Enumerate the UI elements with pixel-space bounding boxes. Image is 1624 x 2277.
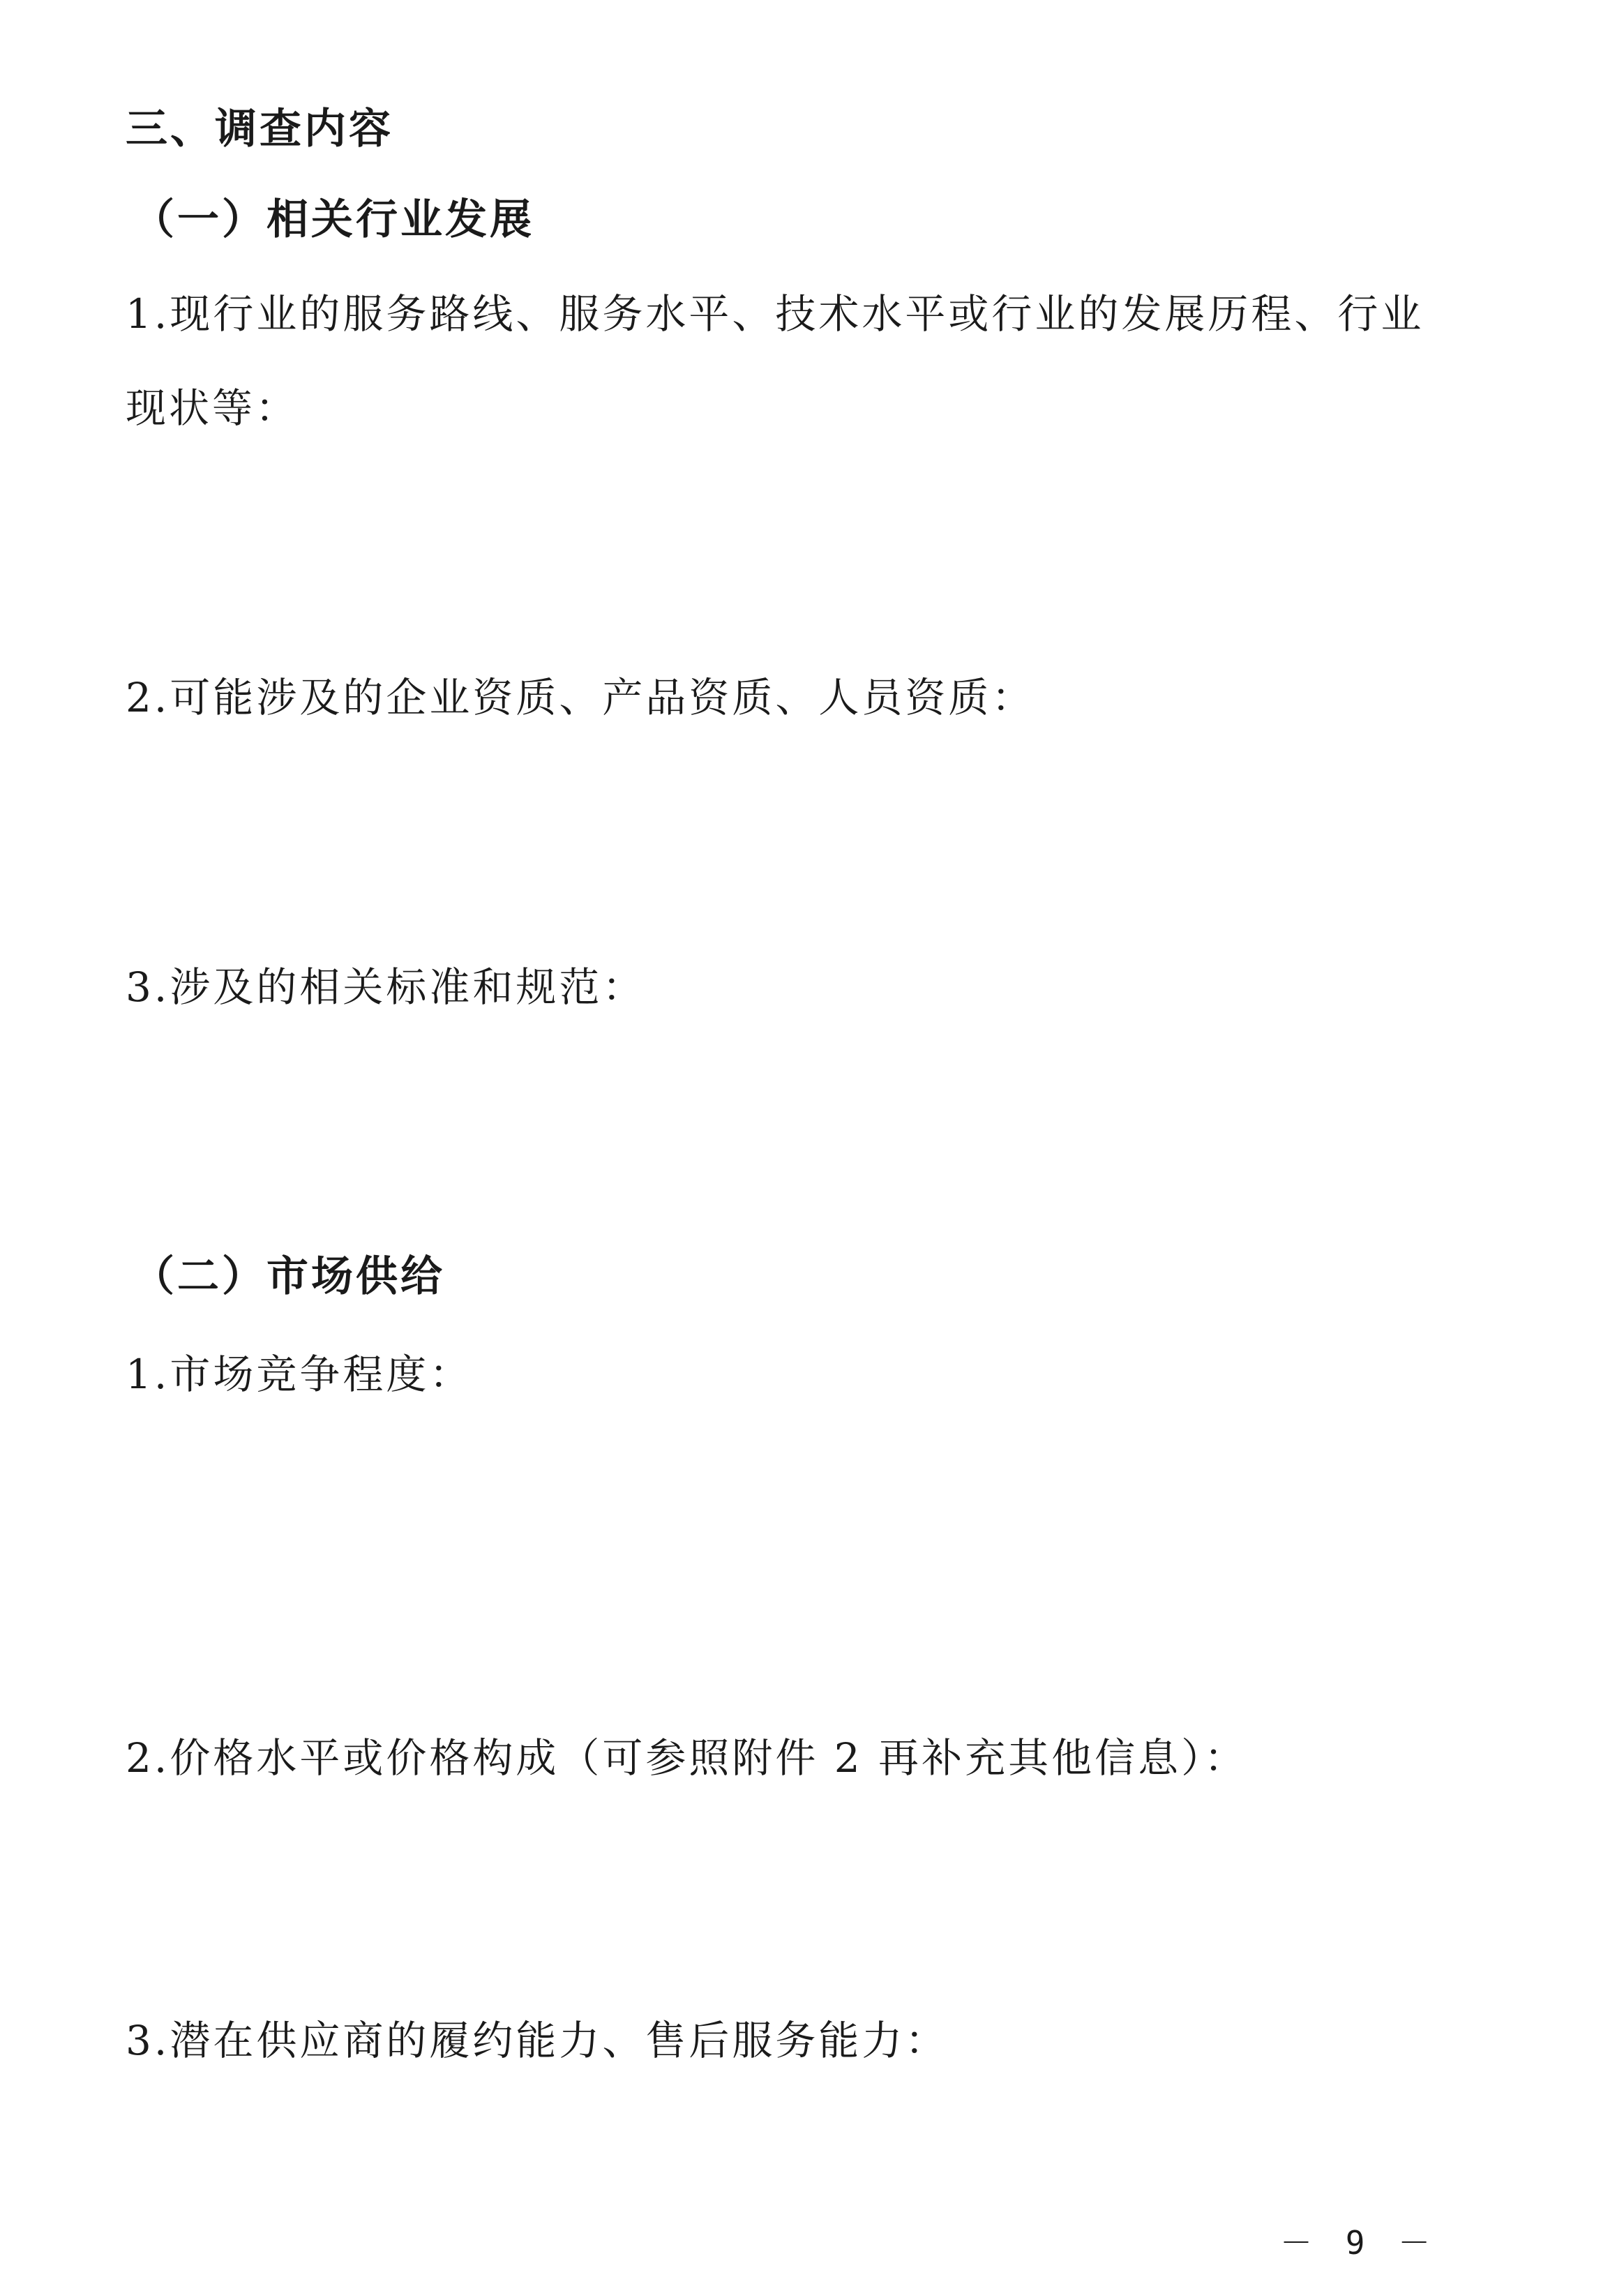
section-title: 三、调查内容 <box>126 105 393 153</box>
item-service-line-continuation: 现状等： <box>126 384 299 432</box>
item-qualifications-text: 2.可能涉及的企业资质、产品资质、人员资质： <box>126 674 1035 721</box>
subsection-title-industry: （一）相关行业发展 <box>133 195 534 244</box>
item-competition-text: 1.市场竞争程度： <box>126 1351 473 1398</box>
item-supplier-capability-text: 3.潜在供应商的履约能力、售后服务能力： <box>126 2017 949 2064</box>
item-price-level-text: 2.价格水平或价格构成（可参照附件 2 再补充其他信息）： <box>126 1734 1248 1782</box>
page-number: － 9 － <box>1280 2224 1438 2262</box>
subsection-title-market-supply: （二）市场供给 <box>133 1252 445 1301</box>
item-standards-text: 3.涉及的相关标准和规范： <box>126 963 646 1011</box>
item-service-line-text: 1.现行业的服务路线、服务水平、技术水平或行业的发展历程、行业 <box>126 290 1424 338</box>
